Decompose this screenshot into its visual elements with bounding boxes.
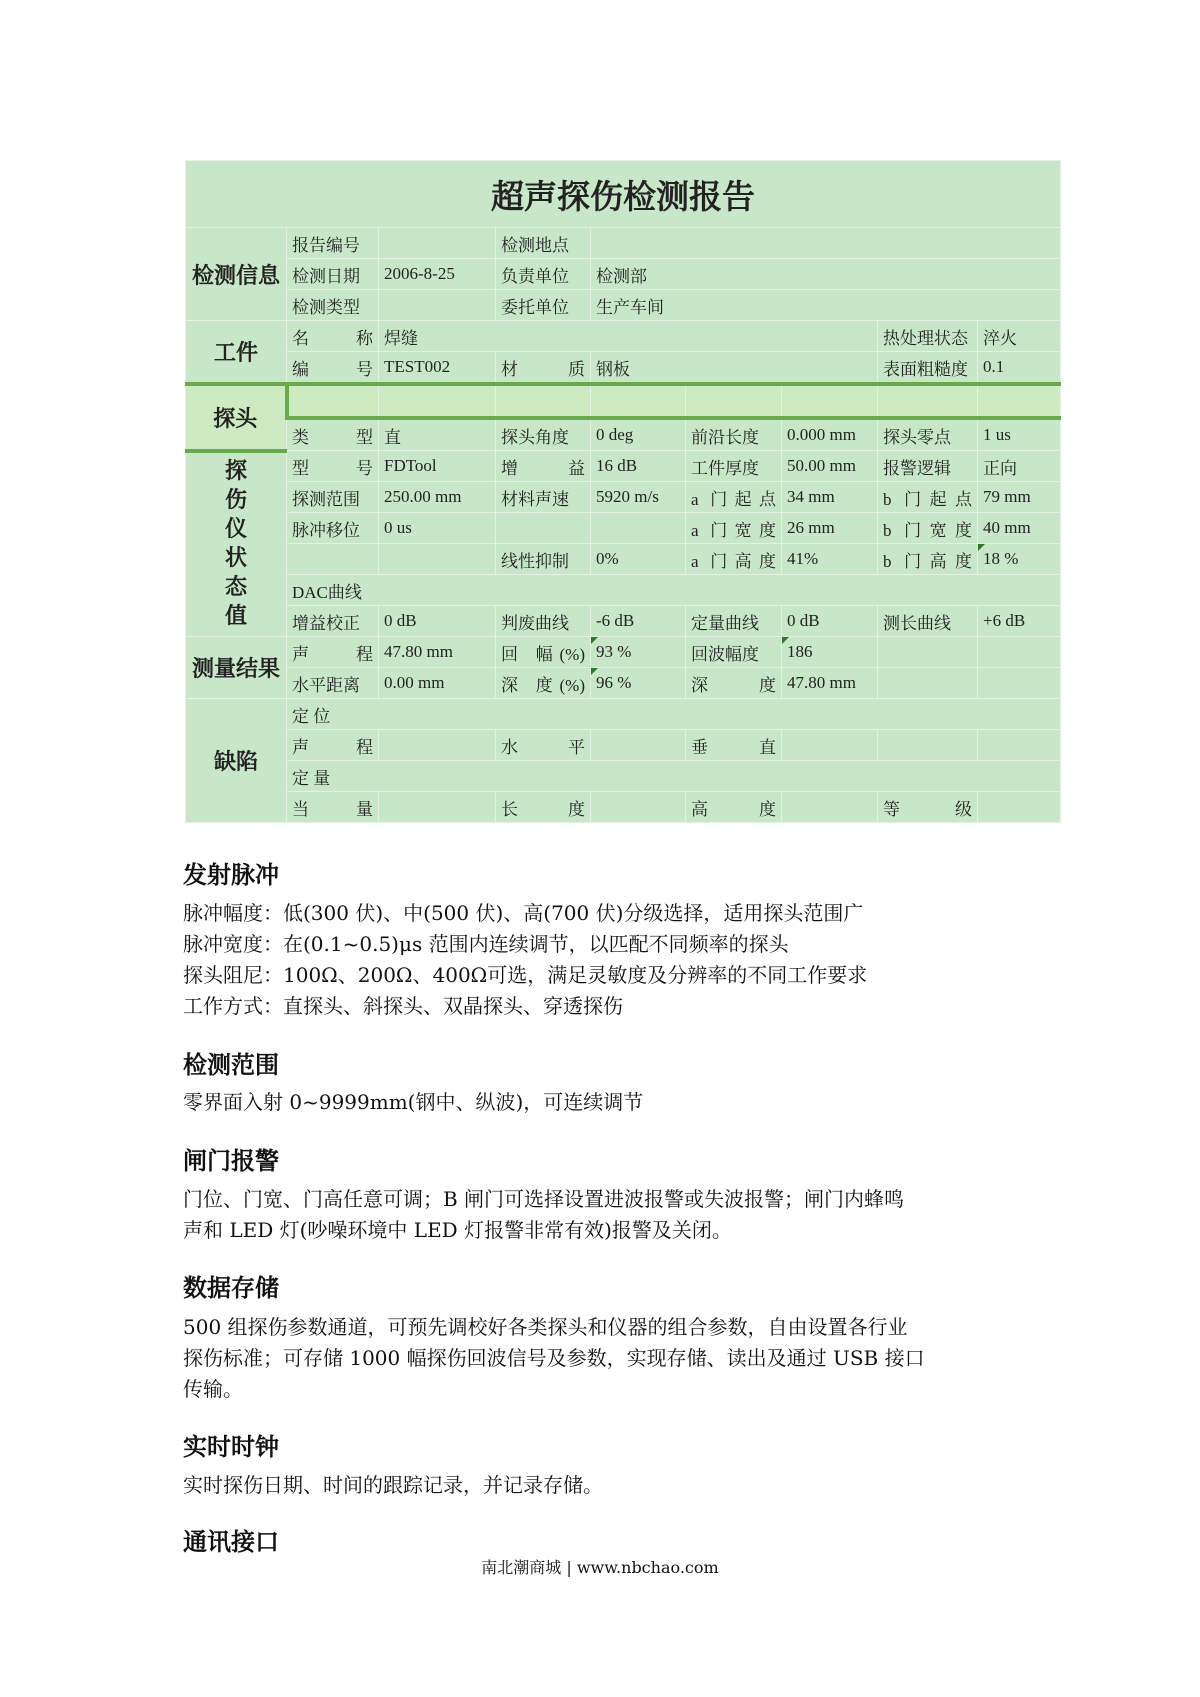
field-value[interactable] [686,384,782,418]
field-value[interactable] [978,384,1061,418]
section-heading: 发射脉冲 [183,861,279,889]
field-value[interactable]: 79 mm [978,482,1061,513]
field-value[interactable]: 焊缝 [379,321,878,352]
field-label: 负责单位 [496,259,591,290]
ultrasonic-report-table [185,160,1060,823]
field-label: 探测范围 [287,482,379,513]
field-value[interactable] [978,792,1061,823]
field-value[interactable]: 250.00 mm [379,482,496,513]
field-value[interactable]: 2006-8-25 [379,259,496,290]
table-row [186,451,1061,482]
table-row [186,513,1061,544]
field-value[interactable]: 钢板 [591,352,878,385]
group-label: 测量结果 [186,637,287,699]
section-paragraph [183,898,1063,1022]
field-label: 深 度(%) [496,668,591,699]
table-row [186,228,1061,259]
title-row [186,161,1061,228]
table-row [186,792,1061,823]
group-label: 探伤仪状态值 [186,451,287,637]
paragraph-line: 门位、门宽、门高任意可调；B 闸门可选择设置进波报警或失波报警；闸门内蜂鸣 [183,1187,905,1211]
field-value[interactable]: 93 % [591,637,686,668]
group-label: 工件 [186,321,287,385]
field-value[interactable] [878,730,978,761]
field-value[interactable]: 0 us [379,513,496,544]
field-value[interactable] [379,290,496,321]
field-value[interactable]: 定 位 [287,699,1061,730]
field-label: 热处理状态 [878,321,978,352]
field-value[interactable]: 0.000 mm [782,418,878,451]
field-value[interactable]: DAC曲线 [287,575,1061,606]
field-value[interactable]: 47.80 mm [782,668,878,699]
group-label: 检测信息 [186,228,287,321]
paragraph-line: 探伤标准；可存储 1000 幅探伤回波信号及参数，实现存储、读出及通过 USB 接口 [183,1346,925,1370]
table-row [186,575,1061,606]
group-label: 探头 [186,384,287,451]
field-value[interactable] [782,730,878,761]
paragraph-line: 实时探伤日期、时间的跟踪记录，并记录存储。 [183,1473,603,1497]
section-heading: 通讯接口 [183,1528,279,1556]
field-value[interactable]: 47.80 mm [379,637,496,668]
table-row [186,482,1061,513]
table-row [186,606,1061,637]
field-value[interactable]: 5920 m/s [591,482,686,513]
field-value[interactable]: 检测部 [591,259,1061,290]
field-value[interactable] [379,384,496,418]
field-label: 报告编号 [287,228,379,259]
field-value[interactable]: 0 dB [379,606,496,637]
table-row [186,544,1061,575]
field-value[interactable] [379,730,496,761]
field-value[interactable]: -6 dB [591,606,686,637]
section-paragraph [183,1087,1063,1118]
report-grid [185,160,1061,823]
field-label: a 门起点 [686,482,782,513]
field-label: 水平距离 [287,668,379,699]
field-label: 探头角度 [496,418,591,451]
field-label: 长 度 [496,792,591,823]
field-value[interactable] [878,384,978,418]
field-value[interactable] [591,792,686,823]
field-value[interactable]: 0% [591,544,686,575]
field-value[interactable]: 26 mm [782,513,878,544]
field-value[interactable]: 1 us [978,418,1061,451]
table-row [186,761,1061,792]
field-label: 材 质 [496,352,591,385]
field-label: 报警逻辑 [878,451,978,482]
table-row [186,637,1061,668]
field-value[interactable] [782,792,878,823]
paragraph-line: 零界面入射 0~9999mm(钢中、纵波)，可连续调节 [183,1090,644,1114]
section-heading: 检测范围 [183,1051,279,1079]
field-value[interactable] [287,544,379,575]
field-label: 线性抑制 [496,544,591,575]
field-label: 检测地点 [496,228,591,259]
field-value[interactable]: 0.00 mm [379,668,496,699]
paragraph-line: 脉冲幅度：低(300 伏)、中(500 伏)、高(700 伏)分级选择，适用探头范围广 [183,901,864,925]
field-value[interactable]: 0.1 [978,352,1061,385]
field-value[interactable] [978,730,1061,761]
field-value[interactable]: +6 dB [978,606,1061,637]
field-label: 增 益 [496,451,591,482]
section-paragraph [183,1470,1063,1501]
table-row [186,290,1061,321]
field-label: b 门起点 [878,482,978,513]
field-label: 检测日期 [287,259,379,290]
field-value[interactable] [782,384,878,418]
field-value[interactable]: FDTool [379,451,496,482]
paragraph-line: 脉冲宽度：在(0.1~0.5)μs 范围内连续调节，以匹配不同频率的探头 [183,932,789,956]
field-value[interactable] [591,730,686,761]
field-value[interactable]: 50.00 mm [782,451,878,482]
field-value[interactable] [591,513,686,544]
field-value[interactable] [496,513,591,544]
field-label: a 门高度 [686,544,782,575]
field-label: 脉冲移位 [287,513,379,544]
paragraph-line: 声和 LED 灯(吵噪环境中 LED 灯报警非常有效)报警及关闭。 [183,1218,732,1242]
field-value[interactable]: 生产车间 [591,290,1061,321]
field-value[interactable]: 淬火 [978,321,1061,352]
page-footer: 南北潮商城 | www.nbchao.com [481,1558,719,1577]
table-row [186,418,1061,451]
table-row [186,352,1061,385]
section-heading: 实时时钟 [183,1433,279,1461]
field-label: 定量曲线 [686,606,782,637]
paragraph-line: 500 组探伤参数通道，可预先调校好各类探头和仪器的组合参数，自由设置各行业 [183,1315,908,1339]
field-value[interactable] [379,792,496,823]
table-row [186,321,1061,352]
table-row [186,668,1061,699]
section-heading: 数据存储 [183,1274,279,1302]
section-heading: 闸门报警 [183,1147,279,1175]
field-label: 回波幅度 [686,637,782,668]
field-label: 水 平 [496,730,591,761]
field-value[interactable] [591,228,1061,259]
field-value[interactable]: 定 量 [287,761,1061,792]
field-value[interactable] [878,637,978,668]
field-value[interactable] [978,668,1061,699]
field-label: 编 号 [287,352,379,385]
field-label: 回 幅(%) [496,637,591,668]
field-label: 名 称 [287,321,379,352]
field-value[interactable] [978,637,1061,668]
field-label: 等 级 [878,792,978,823]
section-paragraph [183,1184,1063,1246]
table-row [186,730,1061,761]
field-label: b 门宽度 [878,513,978,544]
field-label: 增益校正 [287,606,379,637]
field-label: 声 程 [287,637,379,668]
field-label: 测长曲线 [878,606,978,637]
field-label: 委托单位 [496,290,591,321]
field-value[interactable] [878,668,978,699]
field-value[interactable]: 34 mm [782,482,878,513]
field-value[interactable]: 直 [379,418,496,451]
field-value[interactable] [591,384,686,418]
field-label: 高 度 [686,792,782,823]
field-label: 垂 直 [686,730,782,761]
field-value[interactable]: 96 % [591,668,686,699]
paragraph-line: 探头阻尼：100Ω、200Ω、400Ω可选，满足灵敏度及分辨率的不同工作要求 [183,963,868,987]
field-label: b 门高度 [878,544,978,575]
field-value[interactable]: 16 dB [591,451,686,482]
field-value[interactable]: 0 deg [591,418,686,451]
table-row [186,259,1061,290]
field-value[interactable] [287,384,379,418]
field-label: 声 程 [287,730,379,761]
field-label: 检测类型 [287,290,379,321]
field-value[interactable]: 正向 [978,451,1061,482]
field-label: 类 型 [287,418,379,451]
field-value[interactable]: 0 dB [782,606,878,637]
field-value[interactable] [379,544,496,575]
field-value[interactable]: 18 % [978,544,1061,575]
field-label: 深 度 [686,668,782,699]
field-value[interactable] [379,228,496,259]
field-label: 前沿长度 [686,418,782,451]
report-title: 超声探伤检测报告 [186,161,1061,228]
field-label: 判废曲线 [496,606,591,637]
field-value[interactable] [496,384,591,418]
table-row [186,699,1061,730]
field-value[interactable]: 186 [782,637,878,668]
field-label: 型 号 [287,451,379,482]
field-value[interactable]: 41% [782,544,878,575]
selected-row [186,384,1061,418]
field-label: 探头零点 [878,418,978,451]
field-value[interactable]: 40 mm [978,513,1061,544]
paragraph-line: 传输。 [183,1377,243,1401]
field-label: 表面粗糙度 [878,352,978,385]
paragraph-line: 工作方式：直探头、斜探头、双晶探头、穿透探伤 [183,994,623,1018]
field-label: 当 量 [287,792,379,823]
group-label: 缺陷 [186,699,287,823]
field-label: 工件厚度 [686,451,782,482]
field-label: a 门宽度 [686,513,782,544]
field-label: 材料声速 [496,482,591,513]
section-paragraph [183,1312,1063,1405]
field-value[interactable]: TEST002 [379,352,496,385]
